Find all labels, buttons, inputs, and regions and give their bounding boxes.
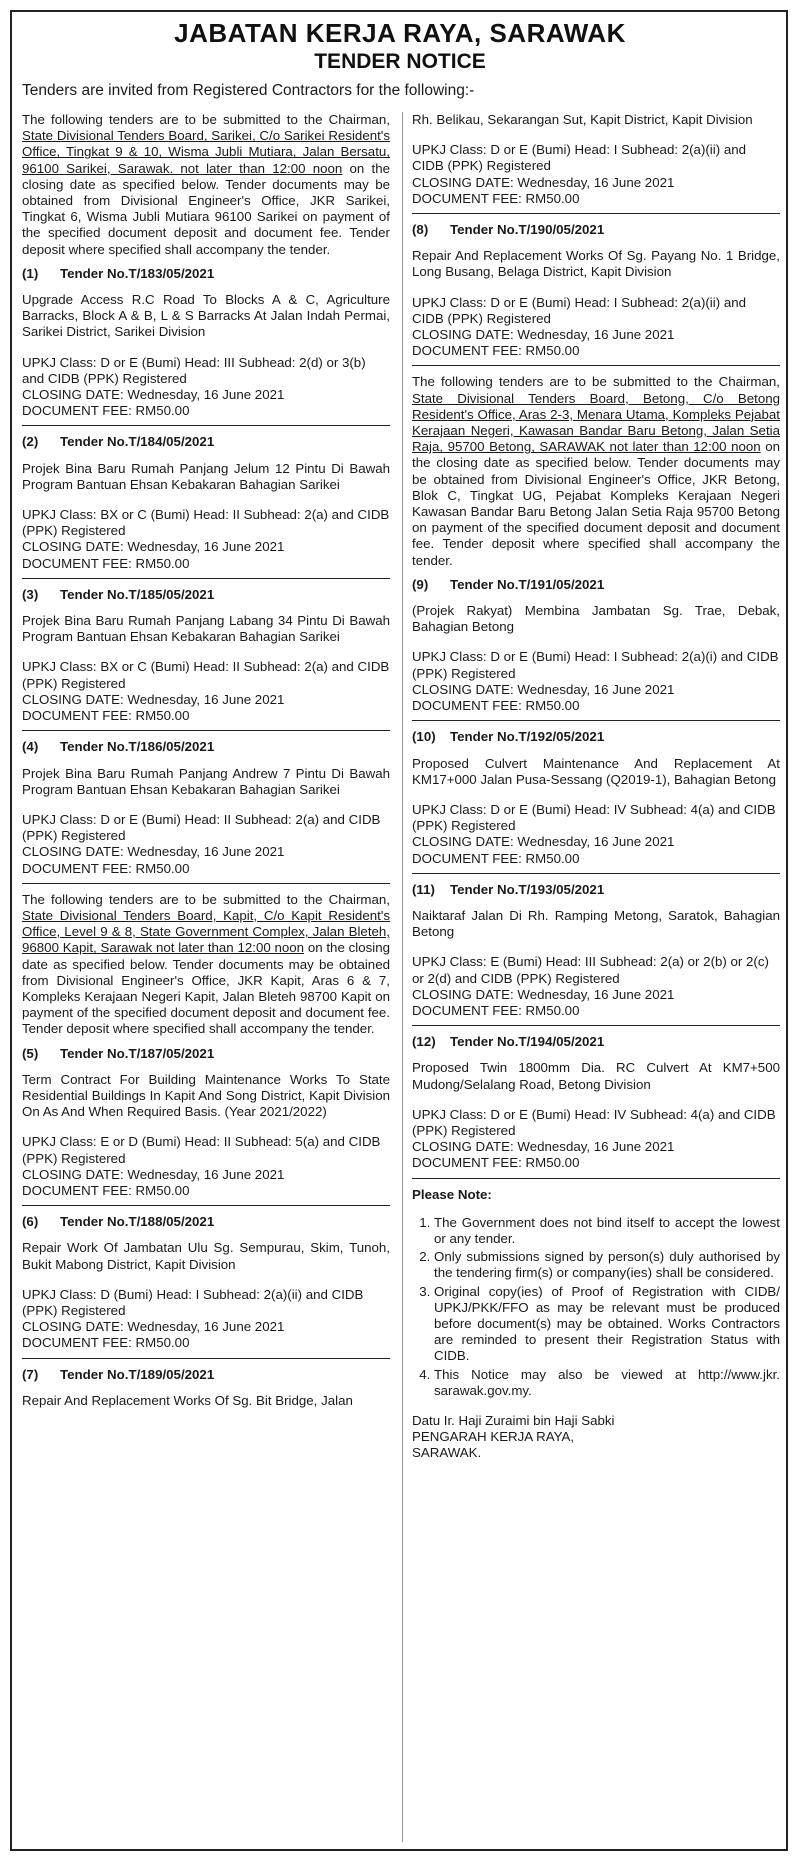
tender-reference: Tender No.T/194/05/2021: [450, 1034, 605, 1050]
tender-heading: [22, 1046, 390, 1062]
tender-description: Proposed Twin 1800mm Dia. RC Culvert At KM7+500 Mudong/Selalang Road, Betong Division: [412, 1060, 780, 1092]
notes-heading: Please Note:: [412, 1186, 492, 1202]
betong-submission-info: [412, 374, 780, 568]
right-column: [412, 112, 780, 1462]
tender-document-fee: DOCUMENT FEE: RM50.00: [412, 698, 580, 714]
tender-class: UPKJ Class: D or E (Bumi) Head: I Subhead: 2(a)(ii) and CIDB (PPK) Registered: [412, 142, 747, 174]
tender-description: Term Contract For Building Maintenance Works To State Residential Buildings In Kapit And Song District, Kapit Division On As And When Required Basis. (Year 2021/2022): [22, 1071, 390, 1120]
tender-document-fee: DOCUMENT FEE: RM50.00: [22, 860, 190, 876]
tender-closing-date: CLOSING DATE: Wednesday, 16 June 2021: [22, 539, 285, 555]
tender-item: [22, 587, 390, 724]
tender-class: UPKJ Class: D or E (Bumi) Head: I Subhead: 2(a)(i) and CIDB (PPK) Registered: [412, 649, 779, 681]
signatory-title: PENGARAH KERJA RAYA,: [412, 1429, 575, 1445]
separator: [412, 213, 780, 214]
tender-class: UPKJ Class: BX or C (Bumi) Head: II Subhead: 2(a) and CIDB (PPK) Registered: [22, 659, 390, 691]
tender-document-fee: DOCUMENT FEE: RM50.00: [22, 708, 190, 724]
tender-item-continued: [412, 112, 780, 207]
sarikei-address: State Divisional Tenders Board, Sarikei, C/o Sarikei Resident's Office, Tingkat 9 & 10, Wisma Jubli Mutiara, Jalan Bersatu, 96100 Sarikei, Sarawak. not later than 12:00 noon: [22, 128, 390, 176]
separator: [412, 873, 780, 874]
tender-heading: [22, 739, 390, 755]
sarikei-submission-info: [22, 112, 390, 258]
intro-text: Tenders are invited from Registered Contractors for the following:-: [22, 82, 475, 99]
sarikei-text-2: on the closing date as specified below. Tender documents may be obtained from Divisional Engineer's Office, JKR Sarikei, Tingkat 6, Wisma Jubli Mutiara 96100 Sarikei on payment of the specified document deposit and document fee. Tender deposit where specified shall accompany the tender.: [22, 160, 390, 257]
separator: [22, 1205, 390, 1206]
tender-description: Projek Bina Baru Rumah Panjang Labang 34 Pintu Di Bawah Program Bantuan Ehsan Kebakaran Bahagian Sarikei: [22, 613, 390, 645]
tender-class: UPKJ Class: D or E (Bumi) Head: I Subhead: 2(a)(ii) and CIDB (PPK) Registered: [412, 294, 747, 326]
betong-address: State Divisional Tenders Board, Betong, C/o Betong Resident's Office, Aras 2-3, Menara Utama, Kompleks Pejabat Kerajaan Negeri, Kawasan Bandar Baru Betong, Jalan Setia Raja, 95700 Betong, SARAWAK not later than 12:00 noon: [412, 390, 780, 455]
tender-closing-date: CLOSING DATE: Wednesday, 16 June 2021: [22, 691, 285, 707]
tender-heading: [412, 577, 780, 593]
tender-reference: Tender No.T/187/05/2021: [60, 1045, 215, 1061]
tender-description: Upgrade Access R.C Road To Blocks A & C, Agriculture Barracks, Block A & B, L & S Barracks At Jalan Indah Permai, Sarikei District, Sarikei Division: [22, 292, 390, 340]
tender-item: [412, 729, 780, 866]
kapit-text-1: The following tenders are to be submitted to the Chairman,: [22, 891, 390, 907]
tender-reference: Tender No.T/188/05/2021: [60, 1214, 215, 1230]
tender-closing-date: CLOSING DATE: Wednesday, 16 June 2021: [22, 1319, 285, 1335]
betong-text-2: on the closing date as specified below. Tender documents may be obtained from Divisional Engineer's Office, JKR Betong, Blok C, Tingkat UG, Pejabat Kompleks Kerajaan Negeri Kawasan Bandar Baru Betong Jalan Setia Raja 95700 Betong on payment of the specified document deposit and document fee. Tender deposit where specified shall accompany the tender.: [412, 439, 780, 568]
tender-description: Projek Bina Baru Rumah Panjang Jelum 12 Pintu Di Bawah Program Bantuan Ehsan Kebakaran Bahagian Sarikei: [22, 460, 390, 492]
tender-number: (5): [22, 1045, 39, 1061]
tender-document-fee: DOCUMENT FEE: RM50.00: [412, 1155, 580, 1171]
tender-item: [412, 577, 780, 714]
tender-reference: Tender No.T/192/05/2021: [450, 729, 605, 745]
kapit-submission-info: [22, 892, 390, 1038]
tender-reference: Tender No.T/186/05/2021: [60, 739, 215, 755]
tender-number: (12): [412, 1034, 436, 1050]
signatory-place: SARAWAK.: [412, 1445, 482, 1461]
tender-document-fee: DOCUMENT FEE: RM50.00: [22, 1335, 190, 1351]
note-item: 1. The Government does not bind itself to accept the lowest or any tender.: [434, 1215, 780, 1247]
tender-reference: Tender No.T/191/05/2021: [450, 576, 605, 592]
tender-description: Repair And Replacement Works Of Sg. Bit Bridge, Jalan: [22, 1392, 353, 1408]
tender-heading: [22, 587, 390, 603]
tender-closing-date: CLOSING DATE: Wednesday, 16 June 2021: [22, 387, 285, 403]
tender-closing-date: CLOSING DATE: Wednesday, 16 June 2021: [22, 844, 285, 860]
tender-class: UPKJ Class: D (Bumi) Head: I Subhead: 2(a)(ii) and CIDB (PPK) Registered: [22, 1286, 364, 1318]
tender-reference: Tender No.T/185/05/2021: [60, 586, 215, 602]
tender-document-fee: DOCUMENT FEE: RM50.00: [412, 1002, 580, 1018]
tender-number: (4): [22, 739, 39, 755]
notice-title: TENDER NOTICE: [314, 50, 486, 73]
tender-number: (2): [22, 434, 39, 450]
tender-number: (9): [412, 576, 429, 592]
tender-heading: [412, 882, 780, 898]
tender-closing-date: CLOSING DATE: Wednesday, 16 June 2021: [412, 174, 675, 190]
tender-item: [412, 222, 780, 359]
tender-description-continued: Rh. Belikau, Sekarangan Sut, Kapit District, Kapit Division: [412, 112, 753, 127]
tender-description: Projek Bina Baru Rumah Panjang Andrew 7 Pintu Di Bawah Program Bantuan Ehsan Kebakaran Bahagian Sarikei: [22, 765, 390, 797]
tender-heading: [22, 266, 390, 282]
tender-class: UPKJ Class: D or E (Bumi) Head: IV Subhead: 4(a) and CIDB (PPK) Registered: [412, 801, 776, 834]
tender-closing-date: CLOSING DATE: Wednesday, 16 June 2021: [412, 834, 675, 850]
separator: [412, 720, 780, 721]
tender-item: [22, 434, 390, 571]
separator: [412, 1178, 780, 1179]
note-item: 3. Original copy(ies) of Proof of Registration with CIDB/ UPKJ/PKK/FFO as may be relevant must be produced before document(s) may be obtained. Works Contractors are reminded to present their Registration Status with CIDB.: [434, 1284, 780, 1365]
tender-heading: [412, 729, 780, 745]
tender-description: (Projek Rakyat) Membina Jambatan Sg. Trae, Debak, Bahagian Betong: [412, 603, 780, 635]
tender-item: [412, 882, 780, 1019]
sarikei-text-1: The following tenders are to be submitted to the Chairman,: [22, 112, 390, 127]
column-divider: [402, 112, 403, 1842]
tender-closing-date: CLOSING DATE: Wednesday, 16 June 2021: [412, 681, 675, 697]
tender-item: [412, 1034, 780, 1171]
tender-description: Proposed Culvert Maintenance And Replacement At KM17+000 Jalan Pusa-Sessang (Q2019-1), Bahagian Betong: [412, 755, 780, 787]
note-item: 2. Only submissions signed by person(s) duly authorised by the tendering firm(s) or company(ies) shall be considered.: [434, 1249, 780, 1281]
tender-document-fee: DOCUMENT FEE: RM50.00: [22, 555, 190, 571]
separator: [22, 883, 390, 884]
betong-text-1: The following tenders are to be submitted to the Chairman,: [412, 374, 780, 390]
tender-item: [22, 739, 390, 876]
separator: [412, 1025, 780, 1026]
left-column: [22, 112, 390, 1423]
tender-class: UPKJ Class: BX or C (Bumi) Head: II Subhead: 2(a) and CIDB (PPK) Registered: [22, 507, 390, 539]
tender-document-fee: DOCUMENT FEE: RM50.00: [412, 190, 580, 206]
tender-closing-date: CLOSING DATE: Wednesday, 16 June 2021: [22, 1166, 285, 1182]
separator: [412, 365, 780, 366]
tender-reference: Tender No.T/183/05/2021: [60, 265, 215, 281]
notes-list: [412, 1215, 780, 1399]
tender-document-fee: DOCUMENT FEE: RM50.00: [412, 343, 580, 359]
department-title: JABATAN KERJA RAYA, SARAWAK: [174, 18, 626, 48]
tender-class: UPKJ Class: E or D (Bumi) Head: II Subhead: 5(a) and CIDB (PPK) Registered: [22, 1134, 381, 1166]
tender-document-fee: DOCUMENT FEE: RM50.00: [22, 1182, 190, 1198]
tender-number: (1): [22, 265, 39, 281]
tender-heading: [22, 1214, 390, 1230]
tender-heading: [412, 1034, 780, 1050]
tender-document-fee: DOCUMENT FEE: RM50.00: [412, 850, 580, 866]
separator: [22, 730, 390, 731]
tender-class: UPKJ Class: D or E (Bumi) Head: III Subhead: 2(d) or 3(b) and CIDB (PPK) Registered: [22, 354, 366, 386]
signatory-name: Datu Ir. Haji Zuraimi bin Haji Sabki: [412, 1413, 615, 1428]
tender-closing-date: CLOSING DATE: Wednesday, 16 June 2021: [412, 1139, 675, 1155]
tender-item: [22, 266, 390, 420]
tender-number: (3): [22, 586, 39, 602]
separator: [22, 425, 390, 426]
tender-heading: [412, 222, 780, 238]
tender-class: UPKJ Class: D or E (Bumi) Head: IV Subhead: 4(a) and CIDB (PPK) Registered: [412, 1106, 776, 1138]
kapit-address: State Divisional Tenders Board, Kapit, C/o Kapit Resident's Office, Level 9 & 8, State Government Complex, Jalan Bleteh, 96800 Kapit, Sarawak not later than 12:00 noon: [22, 907, 390, 956]
kapit-text-2: on the closing date as specified below. Tender documents may be obtained from Divisional Engineer's Office, JKR Kapit, Aras 6 & 7, Kompleks Kerajaan Negeri Kapit, Jalan Bleteh 98700 Kapit on payment of the specified document deposit and document fee. Tender deposit where specified shall accompany the tender.: [22, 940, 390, 1037]
tender-item: [22, 1214, 390, 1351]
tender-reference: Tender No.T/189/05/2021: [60, 1366, 215, 1382]
tender-heading: [22, 1367, 390, 1383]
tender-reference: Tender No.T/190/05/2021: [450, 222, 605, 238]
tender-reference: Tender No.T/193/05/2021: [450, 881, 605, 897]
tender-description: Repair And Replacement Works Of Sg. Payang No. 1 Bridge, Long Busang, Belaga District, Kapit Division: [412, 248, 780, 280]
tender-heading: [22, 434, 390, 450]
tender-reference: Tender No.T/184/05/2021: [60, 434, 215, 450]
signature-block: [412, 1413, 780, 1462]
separator: [22, 578, 390, 579]
tender-number: (6): [22, 1214, 39, 1230]
tender-item: [22, 1367, 390, 1409]
tender-number: (7): [22, 1366, 39, 1382]
tender-closing-date: CLOSING DATE: Wednesday, 16 June 2021: [412, 986, 675, 1002]
tender-document-fee: DOCUMENT FEE: RM50.00: [22, 403, 190, 419]
tender-class: UPKJ Class: E (Bumi) Head: III Subhead: 2(a) or 2(b) or 2(c) or 2(d) and CIDB (PPK) Registered: [412, 954, 769, 986]
tender-number: (11): [412, 881, 435, 897]
tender-number: (10): [412, 729, 436, 745]
note-item: 4. This Notice may also be viewed at http://www.jkr. sarawak.gov.my.: [434, 1367, 780, 1399]
tender-description: Naiktaraf Jalan Di Rh. Ramping Metong, Saratok, Bahagian Betong: [412, 907, 780, 940]
tender-number: (8): [412, 222, 429, 238]
tender-class: UPKJ Class: D or E (Bumi) Head: II Subhead: 2(a) and CIDB (PPK) Registered: [22, 811, 381, 844]
tender-description: Repair Work Of Jambatan Ulu Sg. Sempurau, Skim, Tunoh, Bukit Mabong District, Kapit Division: [22, 1240, 390, 1272]
separator: [22, 1358, 390, 1359]
tender-closing-date: CLOSING DATE: Wednesday, 16 June 2021: [412, 327, 675, 343]
tender-item: [22, 1046, 390, 1200]
